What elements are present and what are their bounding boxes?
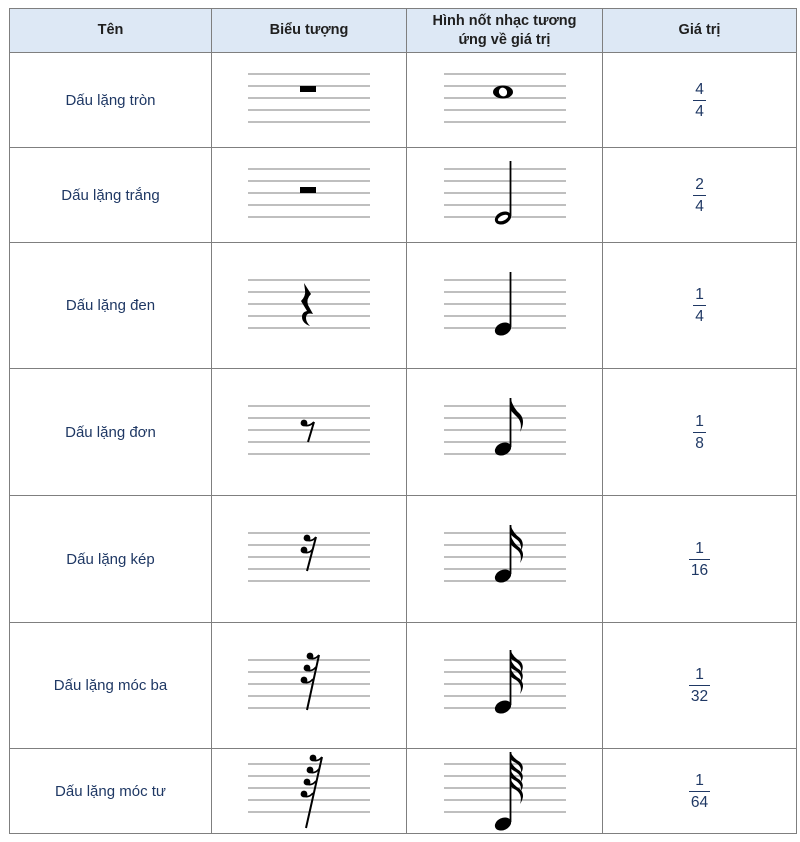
header-note-text: Hình nốt nhạc tương ứng về giá trị — [432, 12, 577, 48]
sixty-fourth-note-icon — [440, 750, 570, 832]
sixteenth-note-icon — [440, 523, 570, 595]
header-note — [407, 9, 603, 53]
note-symbol-cell — [407, 369, 603, 496]
rest-name: Dấu lặng móc tư — [10, 749, 212, 834]
rest-name: Dấu lặng đen — [10, 243, 212, 369]
value-cell — [603, 243, 797, 369]
value-cell — [603, 53, 797, 148]
table-row — [10, 369, 797, 496]
rest-symbol-cell — [212, 623, 407, 749]
quarter-rest-icon — [244, 270, 374, 342]
rest-name: Dấu lặng móc ba — [10, 623, 212, 749]
thirty-second-rest-icon — [244, 650, 374, 722]
half-rest-icon — [244, 159, 374, 231]
rest-symbol-cell — [212, 496, 407, 623]
value-numerator: 2 — [695, 175, 704, 193]
rest-symbol-cell — [212, 148, 407, 243]
value-numerator: 1 — [695, 666, 704, 683]
header-value: Giá trị — [603, 9, 797, 53]
note-symbol-cell — [407, 243, 603, 369]
table-row — [10, 53, 797, 148]
table-row — [10, 148, 797, 243]
value-denominator: 64 — [690, 793, 709, 811]
value-numerator: 1 — [695, 286, 704, 303]
value-denominator: 8 — [695, 434, 704, 452]
value-numerator: 1 — [695, 412, 704, 430]
rest-symbol-cell — [212, 53, 407, 148]
sixty-fourth-rest-icon — [244, 750, 374, 832]
table-row — [10, 623, 797, 749]
value-denominator: 16 — [690, 561, 709, 579]
value-cell — [603, 749, 797, 834]
value-denominator: 4 — [695, 197, 704, 215]
value-numerator: 1 — [695, 539, 704, 557]
rest-symbol-cell — [212, 749, 407, 834]
rest-name: Dấu lặng kép — [10, 496, 212, 623]
half-note-icon — [440, 159, 570, 231]
rest-name: Dấu lặng tròn — [10, 53, 212, 148]
value-denominator: 32 — [690, 688, 709, 705]
value-cell — [603, 496, 797, 623]
whole-rest-icon — [244, 64, 374, 136]
rest-name: Dấu lặng đơn — [10, 369, 212, 496]
value-numerator: 4 — [695, 80, 704, 98]
header-row — [10, 9, 797, 53]
note-symbol-cell — [407, 749, 603, 834]
note-symbol-cell — [407, 623, 603, 749]
header-name: Tên — [10, 9, 212, 53]
whole-note-icon — [440, 64, 570, 136]
rest-name: Dấu lặng trắng — [10, 148, 212, 243]
value-denominator: 4 — [695, 308, 704, 325]
header-symbol: Biểu tượng — [212, 9, 407, 53]
table-row — [10, 749, 797, 834]
sixteenth-rest-icon — [244, 523, 374, 595]
value-cell — [603, 148, 797, 243]
table-row — [10, 243, 797, 369]
table-row — [10, 496, 797, 623]
rest-values-table — [9, 8, 797, 834]
note-symbol-cell — [407, 53, 603, 148]
value-cell — [603, 369, 797, 496]
thirty-second-note-icon — [440, 650, 570, 722]
rest-symbol-cell — [212, 243, 407, 369]
value-denominator: 4 — [695, 102, 704, 120]
note-symbol-cell — [407, 148, 603, 243]
quarter-note-icon — [440, 270, 570, 342]
rest-symbol-cell — [212, 369, 407, 496]
eighth-note-icon — [440, 396, 570, 468]
note-symbol-cell — [407, 496, 603, 623]
eighth-rest-icon — [244, 396, 374, 468]
value-numerator: 1 — [695, 771, 704, 789]
value-cell — [603, 623, 797, 749]
